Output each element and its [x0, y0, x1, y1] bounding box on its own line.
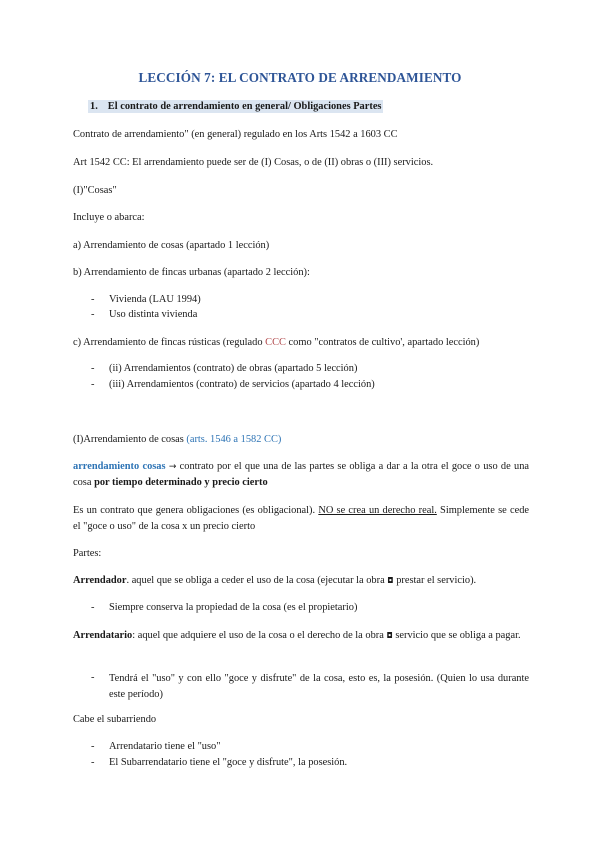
- paragraph: Arrendatario: aquel que adquiere el uso de la cosa o el derecho de la obra ◘ servicio que se obliga a pagar.: [73, 630, 521, 641]
- term: Arrendador: [73, 575, 127, 586]
- paragraph: Arrendador. aquel que se obliga a ceder el uso de la cosa (ejecutar la obra ◘ prestar el servicio).: [73, 575, 477, 586]
- paragraph: Cabe el subarriendo: [73, 714, 157, 725]
- bullet-symbol-icon: ◘: [387, 576, 394, 585]
- paragraph: (I)Arrendamiento de cosas (arts. 1546 a 1582 CC): [73, 434, 282, 445]
- term: arrendamiento cosas: [73, 461, 166, 472]
- definition-paragraph: arrendamiento cosas → contrato por el que una de las partes se obliga a dar a la otra el goce o uso de una cosa por tiempo determinado y precio cierto: [73, 461, 530, 488]
- term: Arrendatario: [73, 630, 133, 641]
- paragraph: Es un contrato que genera obligaciones (es obligacional). NO se crea un derecho real. Simplemente se cede el "goce o uso" de la cosa x un precio cierto: [73, 505, 530, 532]
- section-heading: [88, 100, 383, 113]
- list-item: - Vivienda (LAU 1994): [91, 294, 201, 305]
- list-item: - El Subarrendatario tiene el "goce y disfrute", la posesión.: [91, 757, 348, 768]
- paragraph: Partes:: [73, 548, 102, 559]
- bullet-symbol-icon: ◘: [386, 631, 393, 640]
- paragraph: Contrato de arrendamiento" (en general) regulado en los Arts 1542 a 1603 CC: [73, 129, 398, 140]
- list-item: - Tendrá el "uso" y con ello "goce y disfrute" de la cosa, esto es, la posesión. (Quien lo usa durante este período): [91, 672, 529, 700]
- ccc-abbreviation: CCC: [265, 337, 286, 348]
- list-item: - (ii) Arrendamientos (contrato) de obras (apartado 5 lección): [91, 363, 358, 374]
- paragraph: b) Arrendamiento de fincas urbanas (apartado 2 lección):: [73, 267, 310, 278]
- section-heading-text: El contrato de arrendamiento en general/ Obligaciones Partes: [107, 101, 382, 112]
- list-item: - Arrendatario tiene el "uso": [91, 741, 221, 752]
- section-number: 1.: [90, 101, 98, 112]
- paragraph: Incluye o abarca:: [73, 212, 145, 223]
- page-title: LECCIÓN 7: EL CONTRATO DE ARRENDAMIENTO: [138, 70, 462, 85]
- paragraph: (I)"Cosas": [73, 185, 117, 196]
- list-item: - Siempre conserva la propiedad de la cosa (es el propietario): [91, 602, 358, 613]
- list-item: - Uso distinta vivienda: [91, 309, 198, 320]
- arrow-right-icon: →: [168, 462, 177, 472]
- article-reference: (arts. 1546 a 1582 CC): [186, 434, 282, 445]
- paragraph: Art 1542 CC: El arrendamiento puede ser de (I) Cosas, o de (II) obras o (III) servicios.: [73, 157, 434, 168]
- list-item: - (iii) Arrendamientos (contrato) de servicios (apartado 4 lección): [91, 379, 375, 390]
- paragraph: a) Arrendamiento de cosas (apartado 1 lección): [73, 240, 270, 251]
- paragraph: c) Arrendamiento de fincas rústicas (regulado CCC como "contratos de cultivo', apartado lección): [73, 337, 480, 348]
